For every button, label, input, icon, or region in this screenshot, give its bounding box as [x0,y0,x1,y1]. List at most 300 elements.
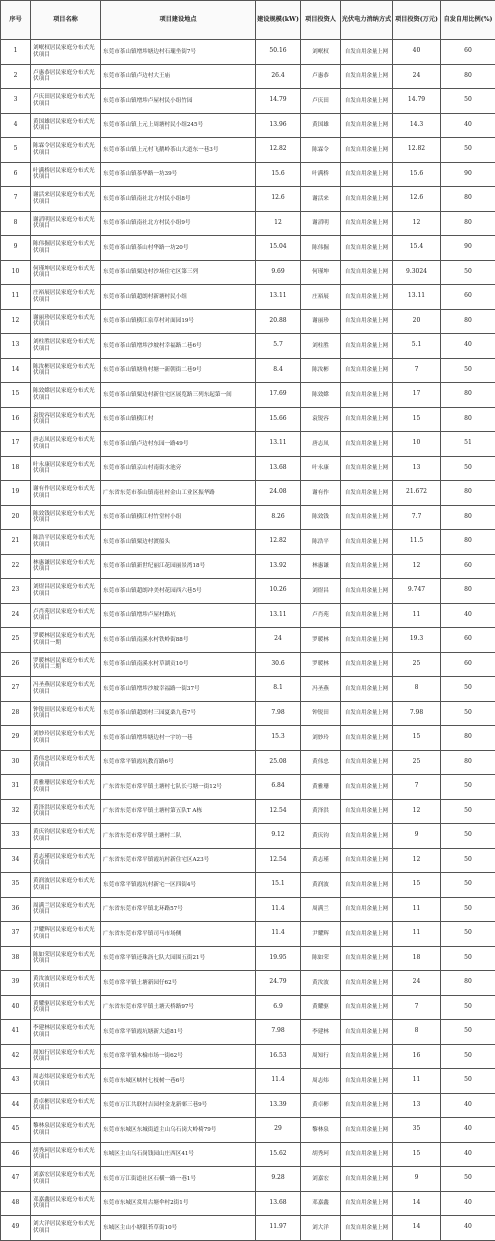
cell-ratio: 40 [441,1093,495,1118]
cell-seq: 8 [1,211,31,236]
cell-ratio: 50 [441,1167,495,1192]
cell-address: 东莞市茶山镇增埗卢屋村路坑 [101,603,256,628]
cell-capacity: 11.4 [256,897,301,922]
cell-mode: 自发自用余量上网 [341,1093,393,1118]
cell-investor: 刘妙玲 [301,726,341,751]
cell-mode: 自发自用余量上网 [341,64,393,89]
cell-address: 广东省东莞市常平镇北环路57号 [101,897,256,922]
cell-capacity: 25.08 [256,750,301,775]
cell-mode: 自发自用余量上网 [341,652,393,677]
cell-name: 卢惠恭居民家庭分布式光伏项目 [31,64,101,89]
cell-cost: 11 [393,603,441,628]
cell-ratio: 50 [441,138,495,163]
cell-investor: 罗暖林 [301,652,341,677]
cell-cost: 14 [393,1216,441,1241]
cell-seq: 18 [1,456,31,481]
cell-capacity: 12.6 [256,187,301,212]
cell-investor: 黄志瑾 [301,848,341,873]
cell-capacity: 12.82 [256,530,301,555]
cell-ratio: 50 [441,873,495,898]
table-row [1,799,495,824]
table-row [1,162,495,187]
table-row [1,726,495,751]
cell-investor: 周知行 [301,1044,341,1069]
cell-cost: 12 [393,211,441,236]
cell-address: 东莞市万江街道社区石横一路一巷1号 [101,1167,256,1192]
cell-ratio: 40 [441,1118,495,1143]
cell-address: 广东省东莞市常平镇土塘天桥路97号 [101,995,256,1020]
cell-name: 黄伟忠居民家庭分布式光伏项目 [31,750,101,775]
cell-address: 东莞市东城区峡村七枝树一巷6号 [101,1069,256,1094]
cell-capacity: 13.39 [256,1093,301,1118]
table-row [1,383,495,408]
cell-capacity: 24 [256,628,301,653]
cell-address: 东莞市常平镇土塘新园仔62号 [101,971,256,996]
cell-name: 庄裕展居民家庭分布式光伏项目 [31,285,101,310]
cell-investor: 陈霖令 [301,138,341,163]
cell-ratio: 40 [441,334,495,359]
cell-mode: 自发自用余量上网 [341,554,393,579]
cell-seq: 13 [1,334,31,359]
cell-address: 东莞市茶山镇南社北方村民小组8号 [101,187,256,212]
cell-ratio: 51 [441,432,495,457]
cell-name: 陈如荣居民家庭分布式光伏项目 [31,946,101,971]
cell-ratio: 50 [441,89,495,114]
cell-capacity: 15.3 [256,726,301,751]
cell-cost: 7.98 [393,701,441,726]
cell-name: 黄耀驱居民家庭分布式光伏项目 [31,995,101,1020]
cell-address: 东莞市常平镇还珠沥七队大园围五街21号 [101,946,256,971]
cell-address: 东城区主山乌石岗钱园山庄西区41号 [101,1142,256,1167]
cell-mode: 自发自用余量上网 [341,456,393,481]
table-row [1,236,495,261]
cell-capacity: 11.4 [256,1069,301,1094]
cell-cost: 25 [393,750,441,775]
cell-ratio: 60 [441,652,495,677]
table-row [1,40,495,65]
cell-ratio: 80 [441,750,495,775]
table-row [1,1142,495,1167]
cell-seq: 25 [1,628,31,653]
table-row [1,187,495,212]
cell-cost: 17 [393,383,441,408]
cell-address: 东莞市东城区赏用古塘伞村2街1号 [101,1191,256,1216]
cell-cost: 9.3024 [393,260,441,285]
cell-investor: 黄雅珊 [301,775,341,800]
cell-ratio: 40 [441,1191,495,1216]
cell-cost: 14.79 [393,89,441,114]
header-address: 项目建设地点 [101,1,256,40]
cell-investor: 黄卓彬 [301,1093,341,1118]
cell-seq: 9 [1,236,31,261]
cell-ratio: 80 [441,481,495,506]
cell-seq: 43 [1,1069,31,1094]
cell-mode: 自发自用余量上网 [341,407,393,432]
table-row [1,432,495,457]
cell-ratio: 50 [441,922,495,947]
cell-mode: 自发自用余量上网 [341,138,393,163]
cell-address: 东莞市茶山镇超朗村新塘村民小组 [101,285,256,310]
cell-cost: 9 [393,1167,441,1192]
cell-mode: 自发自用余量上网 [341,309,393,334]
cell-address: 东莞市茶山镇南社北方村民小组9号 [101,211,256,236]
cell-name: 尹耀辉居民家庭分布式光伏项目 [31,922,101,947]
cell-seq: 36 [1,897,31,922]
cell-ratio: 80 [441,726,495,751]
cell-name: 罗暖林居民家庭分布式光伏项目一期 [31,628,101,653]
cell-ratio: 50 [441,701,495,726]
cell-mode: 自发自用余量上网 [341,750,393,775]
cell-investor: 谢活来 [301,187,341,212]
header-mode: 光伏电力消纳方式 [341,1,393,40]
cell-capacity: 9.69 [256,260,301,285]
cell-mode: 自发自用余量上网 [341,89,393,114]
cell-capacity: 9.28 [256,1167,301,1192]
cell-ratio: 50 [441,848,495,873]
cell-mode: 自发自用余量上网 [341,971,393,996]
cell-mode: 自发自用余量上网 [341,677,393,702]
cell-address: 东莞市茶山镇上元上周塘村民小组245号 [101,113,256,138]
cell-name: 袁锐容居民家庭分布式光伏项目 [31,407,101,432]
cell-cost: 21.672 [393,481,441,506]
cell-seq: 39 [1,971,31,996]
cell-mode: 自发自用余量上网 [341,1020,393,1045]
cell-ratio: 40 [441,1216,495,1241]
cell-name: 黄志瑾居民家庭分布式光伏项目 [31,848,101,873]
cell-seq: 2 [1,64,31,89]
cell-address: 东莞市茶山镇粟边村新住宅区展览路三列东起第一间 [101,383,256,408]
cell-capacity: 13.68 [256,456,301,481]
table-row [1,775,495,800]
table-row [1,309,495,334]
cell-mode: 自发自用余量上网 [341,775,393,800]
cell-investor: 黄国雄 [301,113,341,138]
table-row [1,138,495,163]
cell-seq: 7 [1,187,31,212]
cell-address: 东莞市茶山镇超朗冲美村花园西六巷5号 [101,579,256,604]
cell-mode: 自发自用余量上网 [341,113,393,138]
cell-name: 陈伟掘居民家庭分布式光伏项目 [31,236,101,261]
cell-seq: 22 [1,554,31,579]
cell-capacity: 30.6 [256,652,301,677]
cell-investor: 刘大洋 [301,1216,341,1241]
header-investor: 项目投资人 [301,1,341,40]
header-name: 项目名称 [31,1,101,40]
table-row [1,64,495,89]
cell-capacity: 16.53 [256,1044,301,1069]
cell-cost: 20 [393,309,441,334]
cell-ratio: 50 [441,897,495,922]
cell-address: 东莞市茶山镇增埗塘边村一宇坊一巷 [101,726,256,751]
cell-capacity: 13.92 [256,554,301,579]
cell-ratio: 80 [441,530,495,555]
table-row [1,1044,495,1069]
cell-address: 东莞市万江共联村吉园村金龙新邨三巷9号 [101,1093,256,1118]
table-row [1,260,495,285]
cell-cost: 14 [393,1191,441,1216]
cell-seq: 47 [1,1167,31,1192]
cell-name: 黄泽洪居民家庭分布式光伏项目 [31,799,101,824]
cell-investor: 庄裕展 [301,285,341,310]
cell-seq: 33 [1,824,31,849]
cell-ratio: 60 [441,40,495,65]
cell-name: 谢活来居民家庭分布式光伏项目 [31,187,101,212]
cell-investor: 陈伟掘 [301,236,341,261]
header-capacity: 建设规模(kW) [256,1,301,40]
cell-ratio: 50 [441,1069,495,1094]
cell-capacity: 12.54 [256,848,301,873]
cell-ratio: 40 [441,113,495,138]
cell-investor: 袁锐容 [301,407,341,432]
cell-capacity: 19.95 [256,946,301,971]
cell-capacity: 26.4 [256,64,301,89]
cell-ratio: 50 [441,775,495,800]
cell-cost: 12.82 [393,138,441,163]
cell-name: 邓嘉鑫居民家庭分布式光伏项目 [31,1191,101,1216]
cell-capacity: 15.1 [256,873,301,898]
cell-mode: 自发自用余量上网 [341,1044,393,1069]
cell-mode: 自发自用余量上网 [341,922,393,947]
cell-capacity: 9.12 [256,824,301,849]
table-row [1,407,495,432]
cell-cost: 13.11 [393,285,441,310]
cell-name: 叶满桥居民家庭分布式光伏项目 [31,162,101,187]
table-row [1,824,495,849]
cell-seq: 34 [1,848,31,873]
cell-seq: 11 [1,285,31,310]
cell-investor: 李建林 [301,1020,341,1045]
cell-name: 黄庆钧居民家庭分布式光伏项目 [31,824,101,849]
cell-name: 周知行居民家庭分布式光伏项目 [31,1044,101,1069]
cell-mode: 自发自用余量上网 [341,995,393,1020]
cell-cost: 11 [393,1069,441,1094]
table-row [1,1069,495,1094]
cell-seq: 48 [1,1191,31,1216]
cell-seq: 42 [1,1044,31,1069]
cell-capacity: 8.26 [256,505,301,530]
cell-mode: 自发自用余量上网 [341,1069,393,1094]
cell-name: 谢滔明居民家庭分布式光伏项目 [31,211,101,236]
cell-seq: 24 [1,603,31,628]
cell-capacity: 6.9 [256,995,301,1020]
cell-mode: 自发自用余量上网 [341,481,393,506]
cell-capacity: 12.54 [256,799,301,824]
cell-mode: 自发自用余量上网 [341,334,393,359]
cell-mode: 自发自用余量上网 [341,1142,393,1167]
header-cost: 项目投资(万元) [393,1,441,40]
cell-seq: 4 [1,113,31,138]
cell-mode: 自发自用余量上网 [341,432,393,457]
cell-capacity: 8.4 [256,358,301,383]
cell-mode: 自发自用余量上网 [341,848,393,873]
header-row [1,1,495,40]
cell-name: 谢丽珍居民家庭分布式光伏项目 [31,309,101,334]
cell-name: 卢庆田居民家庭分布式光伏项目 [31,89,101,114]
cell-capacity: 11.97 [256,1216,301,1241]
cell-name: 冯圣燕居民家庭分布式光伏项目 [31,677,101,702]
cell-cost: 11 [393,897,441,922]
cell-address: 东莞市茶山镇卢边村东园一路49号 [101,432,256,457]
cell-address: 东莞市茶山镇新世纪丽江花园丽景湾18号 [101,554,256,579]
cell-seq: 35 [1,873,31,898]
cell-capacity: 13.68 [256,1191,301,1216]
cell-investor: 冯圣燕 [301,677,341,702]
cell-investor: 黄庆钧 [301,824,341,849]
cell-seq: 15 [1,383,31,408]
cell-capacity: 12 [256,211,301,236]
cell-cost: 12 [393,799,441,824]
cell-address: 东莞市茶山镇横江村 [101,407,256,432]
cell-cost: 24 [393,971,441,996]
cell-ratio: 50 [441,995,495,1020]
table-row [1,652,495,677]
cell-address: 东莞市茶山镇粟边村渡船头 [101,530,256,555]
cell-seq: 21 [1,530,31,555]
cell-cost: 15 [393,873,441,898]
table-row [1,456,495,481]
cell-cost: 25 [393,652,441,677]
cell-cost: 19.3 [393,628,441,653]
cell-address: 东城区主山小塘银苔草街10号 [101,1216,256,1241]
cell-ratio: 50 [441,456,495,481]
cell-address: 东莞市茶山镇京山村南街水池旁 [101,456,256,481]
table-row [1,334,495,359]
cell-name: 陈浩平居民家庭分布式光伏项目 [31,530,101,555]
cell-mode: 自发自用余量上网 [341,799,393,824]
cell-capacity: 20.88 [256,309,301,334]
cell-cost: 5.1 [393,334,441,359]
cell-name: 刘嘉宏居民家庭分布式光伏项目 [31,1167,101,1192]
cell-mode: 自发自用余量上网 [341,162,393,187]
cell-address: 东莞市茶山镇南溪水村草湖贡10号 [101,652,256,677]
cell-name: 谢有作居民家庭分布式光伏项目 [31,481,101,506]
cell-name: 陈效钱居民家庭分布式光伏项目 [31,505,101,530]
cell-investor: 陈效钱 [301,505,341,530]
cell-capacity: 14.79 [256,89,301,114]
cell-ratio: 60 [441,554,495,579]
cell-ratio: 50 [441,1044,495,1069]
cell-capacity: 15.62 [256,1142,301,1167]
cell-name: 陈霖令居民家庭分布式光伏项目 [31,138,101,163]
cell-address: 东莞市茶山镇上元村飞鹅岭茶山大道东一巷3号 [101,138,256,163]
cell-address: 东莞市茶山镇超朗村三园夏桑九巷7号 [101,701,256,726]
cell-investor: 刘岷权 [301,40,341,65]
table-row [1,1191,495,1216]
cell-ratio: 50 [441,260,495,285]
cell-address: 东莞市茶山镇横江泉草村对面园19号 [101,309,256,334]
cell-name: 黄雅珊居民家庭分布式光伏项目 [31,775,101,800]
table-row [1,848,495,873]
cell-seq: 40 [1,995,31,1020]
table-row [1,1020,495,1045]
cell-mode: 自发自用余量上网 [341,236,393,261]
table-row [1,554,495,579]
cell-ratio: 80 [441,407,495,432]
table-row [1,113,495,138]
cell-seq: 31 [1,775,31,800]
cell-seq: 19 [1,481,31,506]
cell-seq: 29 [1,726,31,751]
cell-mode: 自发自用余量上网 [341,260,393,285]
cell-cost: 9.747 [393,579,441,604]
cell-capacity: 29 [256,1118,301,1143]
cell-ratio: 80 [441,211,495,236]
cell-mode: 自发自用余量上网 [341,187,393,212]
cell-capacity: 6.84 [256,775,301,800]
cell-name: 钟锐田居民家庭分布式光伏项目 [31,701,101,726]
cell-seq: 38 [1,946,31,971]
cell-cost: 12.6 [393,187,441,212]
cell-name: 刘岷权居民家庭分布式光伏项目 [31,40,101,65]
cell-seq: 10 [1,260,31,285]
cell-address: 东莞市茶山镇粟边村沙场住宅区第三列 [101,260,256,285]
cell-capacity: 15.6 [256,162,301,187]
table-row [1,897,495,922]
cell-investor: 叶满桥 [301,162,341,187]
cell-mode: 自发自用余量上网 [341,530,393,555]
cell-seq: 44 [1,1093,31,1118]
cell-address: 东莞市茶山镇增埗卢屋村民小组竹园 [101,89,256,114]
table-row [1,701,495,726]
cell-name: 周志炜居民家庭分布式光伏项目 [31,1069,101,1094]
cell-investor: 陈浩平 [301,530,341,555]
cell-name: 黎林泉居民家庭分布式光伏项目 [31,1118,101,1143]
cell-name: 刘妙玲居民家庭分布式光伏项目 [31,726,101,751]
cell-seq: 14 [1,358,31,383]
cell-ratio: 80 [441,309,495,334]
cell-mode: 自发自用余量上网 [341,211,393,236]
cell-address: 东莞市茶山镇茶山村华路一坊20号 [101,236,256,261]
cell-name: 黄卓彬居民家庭分布式光伏项目 [31,1093,101,1118]
cell-mode: 自发自用余量上网 [341,505,393,530]
cell-address: 东莞市茶山镇增埗沙坡村幸福路二巷6号 [101,334,256,359]
cell-name: 陈汝彬居民家庭分布式光伏项目 [31,358,101,383]
cell-address: 广东省东莞市茶山镇南社村金山工业区振华路 [101,481,256,506]
cell-seq: 17 [1,432,31,457]
cell-seq: 20 [1,505,31,530]
cell-cost: 15 [393,726,441,751]
cell-investor: 黄伟忠 [301,750,341,775]
table-row [1,628,495,653]
cell-seq: 27 [1,677,31,702]
cell-cost: 8 [393,1020,441,1045]
cell-investor: 黄泽洪 [301,799,341,824]
table-body [1,40,495,1241]
cell-mode: 自发自用余量上网 [341,628,393,653]
cell-capacity: 15.04 [256,236,301,261]
cell-ratio: 80 [441,505,495,530]
cell-capacity: 15.66 [256,407,301,432]
cell-investor: 黎林泉 [301,1118,341,1143]
cell-mode: 自发自用余量上网 [341,726,393,751]
table-row [1,211,495,236]
cell-ratio: 50 [441,677,495,702]
table-row [1,873,495,898]
cell-name: 罗暖林居民家庭分布式光伏项目二期 [31,652,101,677]
cell-name: 胡秀珂居民家庭分布式光伏项目 [31,1142,101,1167]
cell-mode: 自发自用余量上网 [341,358,393,383]
cell-mode: 自发自用余量上网 [341,383,393,408]
cell-investor: 谢丽珍 [301,309,341,334]
cell-mode: 自发自用余量上网 [341,946,393,971]
cell-address: 东莞市茶山镇卢边村大王庙 [101,64,256,89]
cell-investor: 罗暖林 [301,628,341,653]
cell-address: 东莞市常平镇霞坑教育路6号 [101,750,256,775]
cell-investor: 叶永康 [301,456,341,481]
header-seq: 序号 [1,1,31,40]
table-row [1,946,495,971]
cell-capacity: 12.82 [256,138,301,163]
